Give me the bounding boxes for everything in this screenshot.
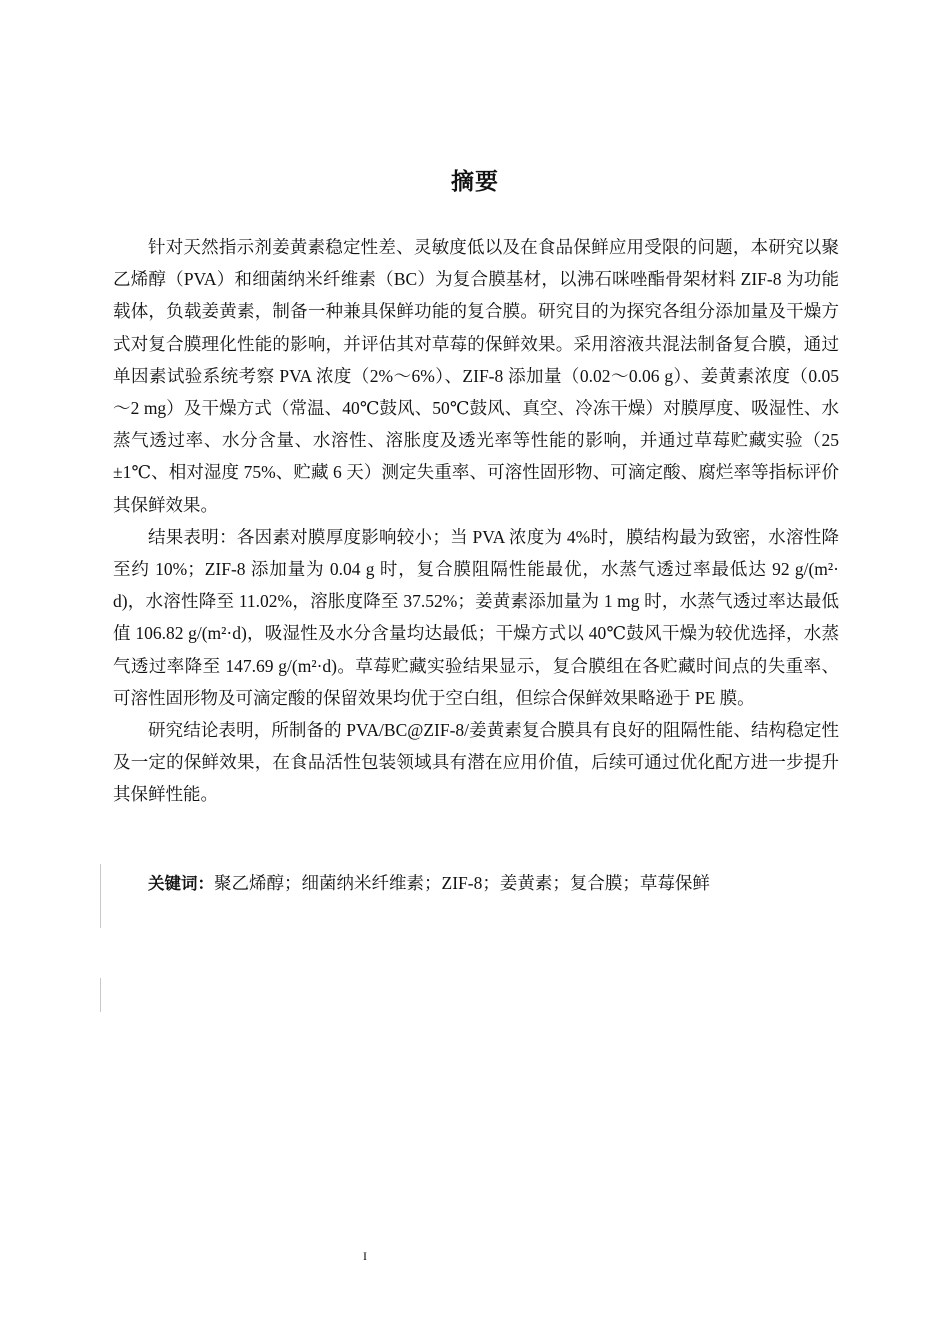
page-number: I xyxy=(363,1249,367,1263)
keywords-text: 聚乙烯醇；细菌纳米纤维素；ZIF-8；姜黄素；复合膜；草莓保鲜 xyxy=(214,873,710,893)
abstract-paragraph-background: 针对天然指示剂姜黄素稳定性差、灵敏度低以及在食品保鲜应用受限的问题，本研究以聚乙烯醇（PVA）和细菌纳米纤维素（BC）为复合膜基材，以沸石咪唑酯骨架材料 ZIF-8 为功能载体，负载姜黄素，制备一种兼具保鲜功能的复合膜。研究目的为探究各组分添加量及干燥方式对复合膜理化性能的影响，并评估其对草莓的保鲜效果。采用溶液共混法制备复合膜，通过单因素试验系统考察 PVA 浓度（2%～6%）、ZIF-8 添加量（0.02～0.06 g）、姜黄素浓度（0.05～2 mg）及干燥方式（常温、40℃鼓风、50℃鼓风、真空、冷冻干燥）对膜厚度、吸湿性、水蒸气透过率、水分含量、水溶性、溶胀度及透光率等性能的影响，并通过草莓贮藏实验（25±1℃、相对湿度 75%、贮藏 6 天）测定失重率、可溶性固形物、可滴定酸、腐烂率等指标评价其保鲜效果。 xyxy=(113,237,839,515)
abstract-paragraph-conclusion: 研究结论表明，所制备的 PVA/BC@ZIF-8/姜黄素复合膜具有良好的阻隔性能、结构稳定性及一定的保鲜效果，在食品活性包装领域具有潜在应用价值，后续可通过优化配方进一步提升其保鲜性能。 xyxy=(113,720,839,805)
revision-margin-bar xyxy=(100,864,101,928)
abstract-title: 摘要 xyxy=(451,169,499,195)
revision-margin-bar xyxy=(100,978,101,1012)
keywords-label: 关键词： xyxy=(148,874,214,893)
keywords-line xyxy=(148,868,710,899)
abstract-body xyxy=(113,231,839,811)
abstract-paragraph-results: 结果表明：各因素对膜厚度影响较小；当 PVA 浓度为 4%时，膜结构最为致密，水溶性降至约 10%；ZIF-8 添加量为 0.04 g 时，复合膜阻隔性能最优，水蒸气透过率最低达 92 g/(m²·d)，水溶性降至 11.02%，溶胀度降至 37.52%；姜黄素添加量为 1 mg 时，水蒸气透过率达最低值 106.82 g/(m²·d)，吸湿性及水分含量均达最低；干燥方式以 40℃鼓风干燥为较优选择，水蒸气透过率降至 147.69 g/(m²·d)。草莓贮藏实验结果显示，复合膜组在各贮藏时间点的失重率、可溶性固形物及可滴定酸的保留效果均优于空白组，但综合保鲜效果略逊于 PE 膜。 xyxy=(113,526,839,708)
